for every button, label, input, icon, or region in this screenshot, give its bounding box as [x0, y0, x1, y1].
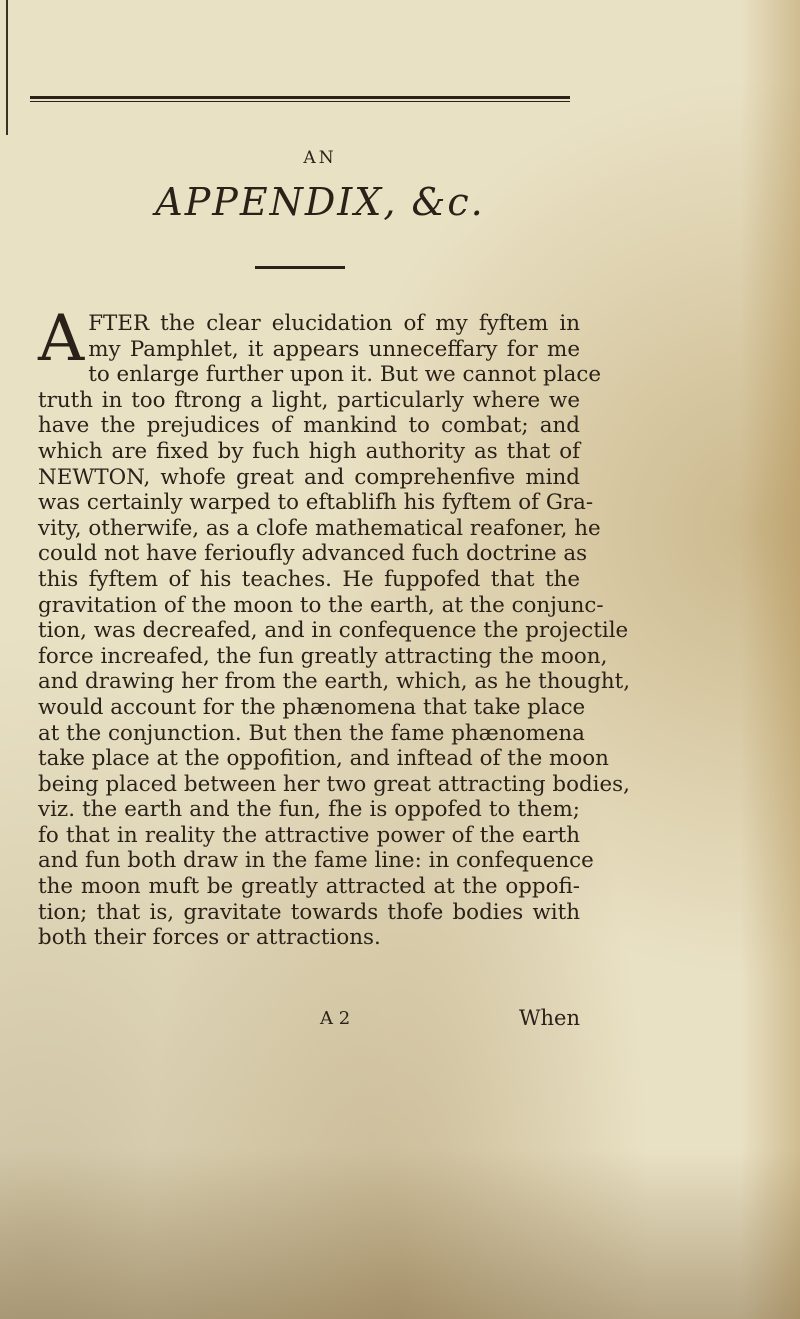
text-line: this fyftem of his teaches. He fuppofed that the — [38, 566, 580, 592]
text-line: have the prejudices of mankind to combat; and — [38, 413, 580, 439]
text-line: tion, was decreafed, and in confequence the projectile — [38, 618, 629, 644]
text-line: and drawing her from the earth, which, as he thought, — [38, 669, 631, 695]
text-line: was certainly warped to eftablifh his fyftem of Gra- — [38, 490, 594, 516]
catchword: When — [518, 1006, 580, 1030]
text-line: viz. the earth and the fun, fhe is oppofed to them; — [38, 797, 580, 823]
text-line: both their forces or attractions. — [38, 925, 381, 951]
text-line: truth in too ftrong a light, particularly where we — [38, 387, 580, 413]
drop-cap: A — [38, 302, 85, 376]
text-line: fo that in reality the attractive power of the earth — [38, 822, 580, 848]
text-line: and fun both draw in the fame line: in confequence — [38, 848, 594, 874]
text-line: take place at the oppofition, and inftead of the moon — [38, 746, 609, 772]
text-line: could not have ferioufly advanced fuch doctrine as — [38, 541, 588, 567]
signature-mark: A 2 — [320, 1008, 351, 1029]
text-line: which are fixed by fuch high authority as that of — [38, 438, 580, 464]
text-line: being placed between her two great attracting bodies, — [38, 771, 630, 797]
text-line: vity, otherwife, as a clofe mathematical reafoner, he — [38, 515, 601, 541]
header-an: AN — [303, 148, 337, 168]
text-line: gravitation of the moon to the earth, at the conjunc- — [38, 592, 604, 618]
body-text — [38, 302, 631, 951]
text-line: FTER the clear elucidation of my fyftem in — [88, 311, 580, 336]
gutter-line — [6, 0, 8, 135]
top-rule — [30, 96, 570, 99]
page-title: APPENDIX, &c. — [155, 180, 485, 224]
text-line: tion; that is, gravitate towards thofe bodies with — [38, 899, 580, 925]
text-line: would account for the phænomena that take place — [38, 694, 586, 720]
text-line: the moon muft be greatly attracted at the oppofi- — [38, 874, 580, 900]
top-rule-thin — [30, 101, 570, 102]
text-line: my Pamphlet, it appears unneceffary for me — [88, 336, 580, 362]
bottom-stain — [0, 1149, 800, 1319]
text-line: NEWTON, whofe great and comprehenfive mind — [38, 464, 580, 490]
page-footer — [38, 1006, 580, 1034]
edge-stain — [740, 0, 800, 1319]
text-line: force increafed, the fun greatly attracting the moon, — [38, 643, 608, 669]
text-line: to enlarge further upon it. But we cannot place — [88, 362, 601, 388]
text-line: at the conjunction. But then the fame phænomena — [38, 720, 585, 746]
title-rule — [255, 266, 345, 269]
